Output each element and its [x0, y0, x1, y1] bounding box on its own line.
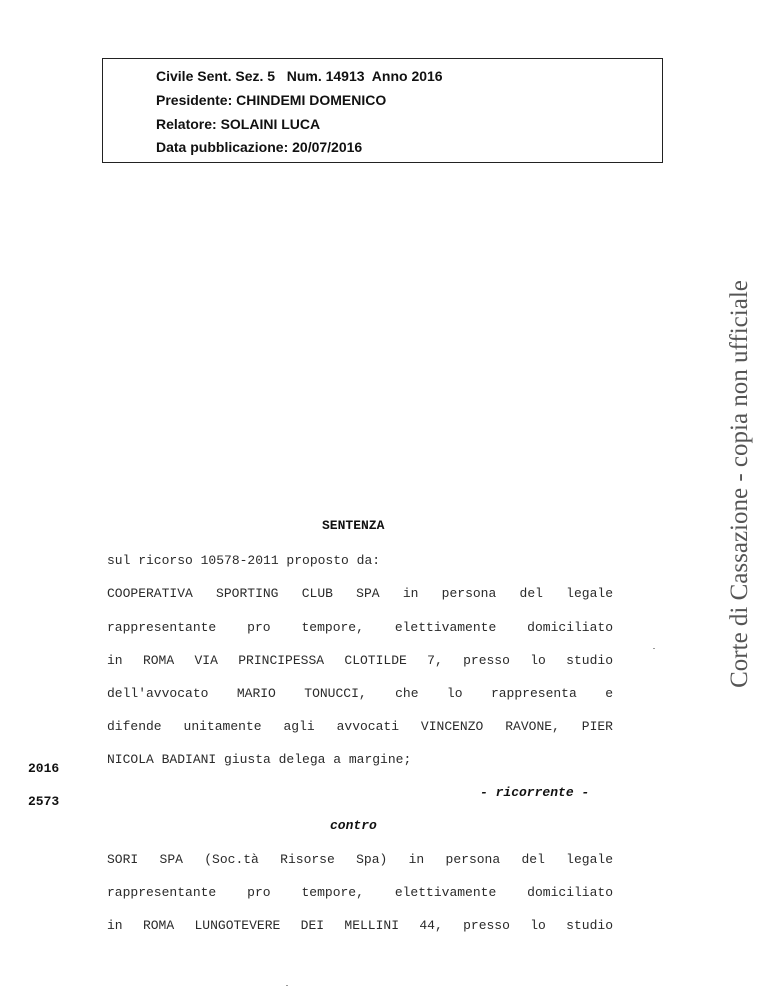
header-box	[102, 58, 663, 163]
paragraph-1-line: in ROMA VIA PRINCIPESSA CLOTILDE 7, presso lo studio	[107, 653, 613, 668]
margin-number-year: 2016	[28, 761, 60, 776]
document-title: SENTENZA	[322, 518, 385, 533]
watermark: Corte di Cassazione - copia non ufficiale	[726, 280, 753, 688]
header-publication-date-line: Data pubblicazione: 20/07/2016	[156, 139, 363, 155]
contro-label: contro	[330, 818, 377, 833]
paragraph-2-line: in ROMA LUNGOTEVERE DEI MELLINI 44, presso lo studio	[107, 918, 613, 933]
paragraph-1-line: dell'avvocato MARIO TONUCCI, che lo rappresenta e	[107, 686, 613, 701]
paragraph-1-line: difende unitamente agli avvocati VINCENZO RAVONE, PIER	[107, 719, 613, 734]
paragraph-1-line: rappresentante pro tempore, elettivamente domiciliato	[107, 620, 613, 635]
scan-speck	[653, 648, 655, 649]
role-ricorrente: - ricorrente -	[480, 785, 590, 800]
intro-line: sul ricorso 10578-2011 proposto da:	[107, 553, 381, 568]
paragraph-1-line: NICOLA BADIANI giusta delega a margine;	[107, 752, 412, 767]
paragraph-1-line: COOPERATIVA SPORTING CLUB SPA in persona del legale	[107, 586, 613, 601]
header-president-line: Presidente: CHINDEMI DOMENICO	[156, 92, 387, 108]
header-sentence-line: Civile Sent. Sez. 5 Num. 14913 Anno 2016	[156, 68, 443, 84]
paragraph-2-line: SORI SPA (Soc.tà Risorse Spa) in persona del legale	[107, 852, 613, 867]
margin-number-register: 2573	[28, 794, 60, 809]
scan-speck	[286, 985, 288, 986]
paragraph-2-line: rappresentante pro tempore, elettivamente domiciliato	[107, 885, 613, 900]
header-rapporteur-line: Relatore: SOLAINI LUCA	[156, 116, 321, 132]
